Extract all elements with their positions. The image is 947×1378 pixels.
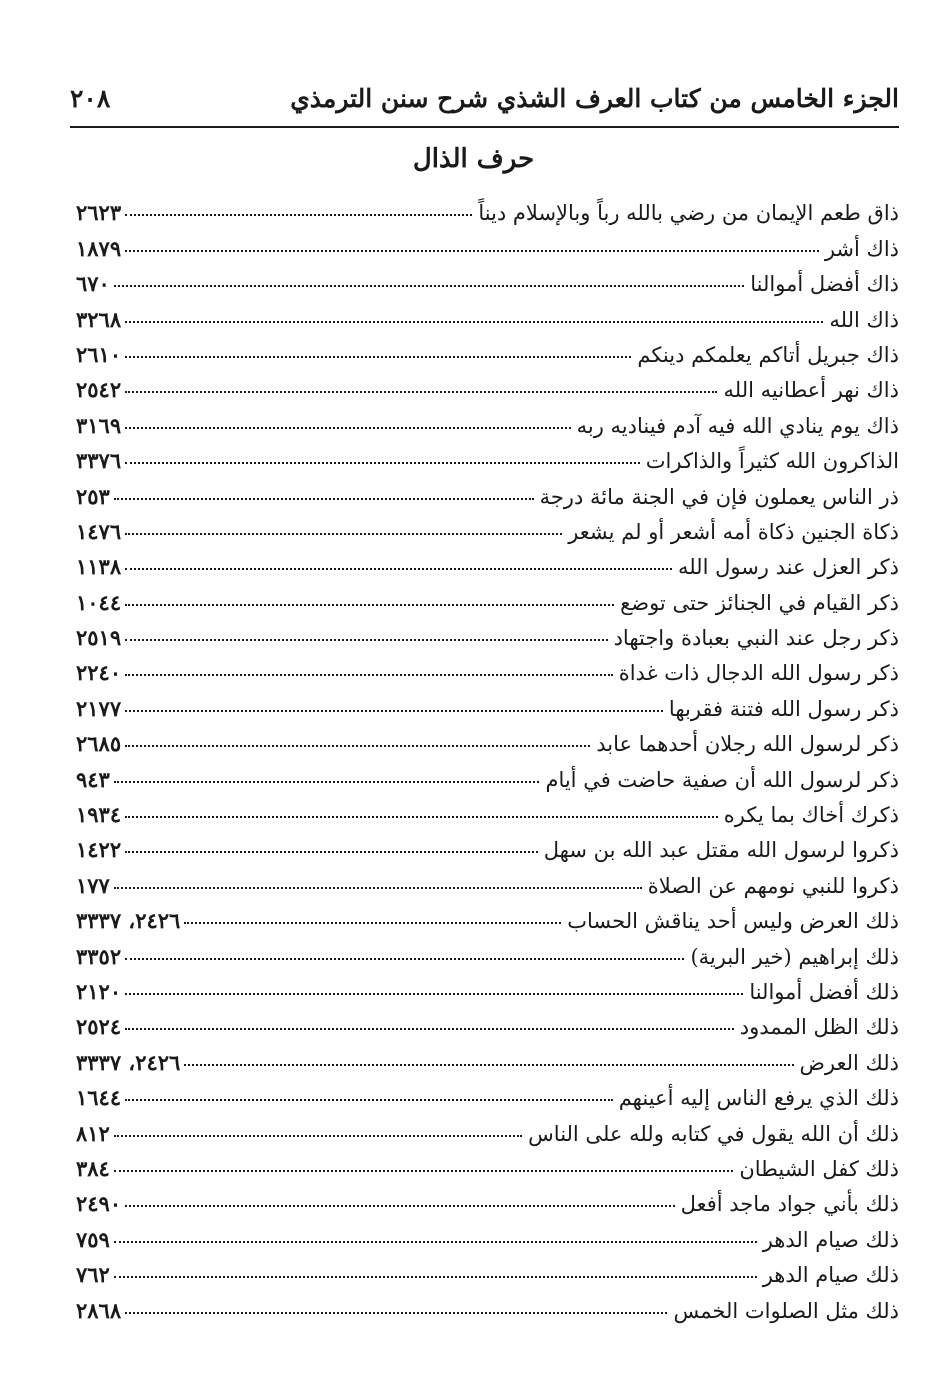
entry-text: ذلك العرض وليس أحد يناقش الحساب (567, 909, 899, 934)
index-entry (76, 685, 899, 720)
entry-text: ذلك بأني جواد ماجد أفعل (680, 1192, 899, 1217)
hadith-number: ٢٢٤٠ (76, 660, 122, 686)
header-divider (70, 126, 899, 128)
entry-text: ذكر لرسول الله رجلان أحدهما عابد (596, 732, 899, 757)
entry-text: ذكر رسول الله فتنة فقربها (668, 696, 899, 721)
hadith-number: ١٨٧٩ (76, 235, 122, 261)
dot-leader (125, 604, 614, 606)
entry-text: ذلك الذي يرفع الناس إليه أعينهم (618, 1086, 899, 1111)
index-entry (76, 933, 899, 968)
dot-leader (125, 993, 743, 995)
index-entry (76, 225, 899, 260)
hadith-number: ٣٨٤ (76, 1155, 110, 1181)
hadith-number: ٢١٧٧ (76, 695, 122, 721)
entry-text: ذاك جبريل أتاكم يعلمكم دينكم (637, 342, 899, 367)
hadith-number: ١٤٢٢ (76, 837, 122, 863)
hadith-number: ٧٥٩ (76, 1226, 110, 1252)
index-entry (76, 438, 899, 473)
dot-leader (184, 922, 561, 924)
dot-leader (114, 781, 540, 783)
dot-leader (125, 250, 819, 252)
entry-text: ذكروا لرسول الله مقتل عبد الله بن سهل (543, 838, 899, 863)
dot-leader (125, 958, 684, 960)
dot-leader (125, 533, 562, 535)
hadith-number: ٢٤٢٦، ٣٣٣٧ (76, 1049, 181, 1075)
dot-leader (114, 285, 744, 287)
hadith-number: ٢٥١٩ (76, 625, 122, 651)
index-entry (76, 1181, 899, 1216)
index-entry (76, 509, 899, 544)
index-entry (76, 1146, 899, 1181)
entry-text: ذلك أفضل أموالنا (749, 979, 899, 1004)
page-number: ٢٠٨ (70, 83, 111, 113)
hadith-number: ٢٤٢٦، ٣٣٣٧ (76, 908, 181, 934)
dot-leader (125, 1312, 667, 1314)
dot-leader (125, 1205, 675, 1207)
dot-leader (125, 462, 640, 464)
index-entry (76, 1252, 899, 1287)
hadith-number: ٢٨٦٨ (76, 1297, 122, 1323)
hadith-number: ١١٣٨ (76, 554, 122, 580)
index-entry (76, 402, 899, 437)
dot-leader (125, 321, 823, 323)
entry-text: ذكر القيام في الجنائز حتى توضع (620, 590, 899, 615)
hadith-number: ٢١٢٠ (76, 978, 122, 1004)
dot-leader (114, 1170, 733, 1172)
dot-leader (125, 816, 718, 818)
dot-leader (125, 851, 538, 853)
index-entry (76, 650, 899, 685)
index-entry (76, 473, 899, 508)
dot-leader (114, 1241, 757, 1243)
entry-text: ذلك الظل الممدود (739, 1015, 899, 1040)
dot-leader (125, 391, 717, 393)
index-entry (76, 1075, 899, 1110)
hadith-number: ٣١٦٩ (76, 412, 122, 438)
hadith-number: ٢٦٨٥ (76, 731, 122, 757)
index-entry (76, 296, 899, 331)
hadith-number: ١٦٤٤ (76, 1085, 122, 1111)
dot-leader (114, 887, 642, 889)
dot-leader (114, 1276, 757, 1278)
entry-text: الذاكرون الله كثيراً والذاكرات (645, 449, 899, 474)
entry-text: ذكر رسول الله الدجال ذات غداة (618, 661, 899, 686)
index-entry (76, 898, 899, 933)
index-entry (76, 969, 899, 1004)
entry-text: ذاك أشر (824, 236, 899, 261)
index-entry (76, 544, 899, 579)
index-entry (76, 190, 899, 225)
hadith-number: ٦٧٠ (76, 271, 110, 297)
dot-leader (125, 1028, 734, 1030)
section-heading: حرف الذال (412, 144, 535, 174)
entry-text: ذاق طعم الإيمان من رضي بالله رباً وبالإسلام ديناً (478, 201, 899, 226)
entry-text: ذلك صيام الدهر (762, 1227, 899, 1252)
hadith-number: ٣٢٦٨ (76, 306, 122, 332)
entry-text: ذكروا للنبي نومهم عن الصلاة (647, 873, 899, 898)
index-entry (76, 1004, 899, 1039)
entry-text: ذلك كفل الشيطان (739, 1156, 899, 1181)
dot-leader (114, 1135, 522, 1137)
index-entry (76, 1110, 899, 1145)
entry-text: ذاك نهر أعطانيه الله (723, 378, 899, 403)
index-entry (76, 367, 899, 402)
running-header (70, 78, 899, 118)
dot-leader (125, 214, 472, 216)
hadith-number: ٢٤٩٠ (76, 1191, 122, 1217)
dot-leader (184, 1064, 793, 1066)
dot-leader (125, 1099, 613, 1101)
index-entry (76, 792, 899, 827)
hadith-number: ٢٦١٠ (76, 341, 122, 367)
running-header-title: الجزء الخامس من كتاب العرف الشذي شرح سنن الترمذي (290, 83, 899, 113)
entry-text: ذكر رجل عند النبي بعبادة واجتهاد (613, 626, 899, 651)
entry-text: ذاك يوم ينادي الله فيه آدم فيناديه ربه (576, 413, 899, 438)
hadith-number: ١٩٣٤ (76, 802, 122, 828)
hadith-number: ٩٤٣ (76, 766, 110, 792)
dot-leader (114, 498, 534, 500)
entry-text: ذر الناس يعملون فإن في الجنة مائة درجة (539, 484, 899, 509)
dot-leader (125, 356, 631, 358)
hadith-number: ٣٣٧٦ (76, 448, 122, 474)
entry-text: ذكاة الجنين ذكاة أمه أشعر أو لم يشعر (568, 519, 899, 544)
index-entry (76, 862, 899, 897)
dot-leader (125, 710, 663, 712)
entry-text: ذكر لرسول الله أن صفية حاضت في أيام (545, 767, 899, 792)
hadith-number: ١٠٤٤ (76, 589, 122, 615)
index-entry (76, 615, 899, 650)
index-entry (76, 332, 899, 367)
hadith-number: ١٤٧٦ (76, 518, 122, 544)
index-entry (76, 579, 899, 614)
entry-text: ذكرك أخاك بما يكره (723, 803, 899, 828)
hadith-index-list (76, 190, 899, 1323)
index-entry (76, 1216, 899, 1251)
entry-text: ذلك صيام الدهر (762, 1263, 899, 1288)
hadith-number: ٢٥٤٢ (76, 377, 122, 403)
hadith-number: ٨١٢ (76, 1120, 110, 1146)
hadith-number: ٢٥٢٤ (76, 1014, 122, 1040)
entry-text: ذلك مثل الصلوات الخمس (673, 1298, 899, 1323)
hadith-number: ٧٦٢ (76, 1262, 110, 1288)
hadith-number: ١٧٧ (76, 872, 110, 898)
index-entry (76, 1039, 899, 1074)
entry-text: ذكر العزل عند رسول الله (677, 555, 899, 580)
dot-leader (125, 674, 613, 676)
entry-text: ذلك إبراهيم (خير البرية) (690, 944, 899, 969)
entry-text: ذلك العرض (799, 1050, 899, 1075)
entry-text: ذاك أفضل أموالنا (750, 272, 899, 297)
index-entry (76, 721, 899, 756)
hadith-number: ٢٥٣ (76, 483, 110, 509)
index-entry (76, 827, 899, 862)
dot-leader (125, 568, 672, 570)
dot-leader (125, 745, 590, 747)
index-entry (76, 261, 899, 296)
entry-text: ذاك الله (829, 307, 899, 332)
entry-text: ذلك أن الله يقول في كتابه ولله على الناس (528, 1121, 899, 1146)
dot-leader (125, 427, 571, 429)
index-entry (76, 1287, 899, 1322)
index-entry (76, 756, 899, 791)
hadith-number: ٢٦٢٣ (76, 200, 122, 226)
dot-leader (125, 639, 607, 641)
hadith-number: ٣٣٥٢ (76, 943, 122, 969)
